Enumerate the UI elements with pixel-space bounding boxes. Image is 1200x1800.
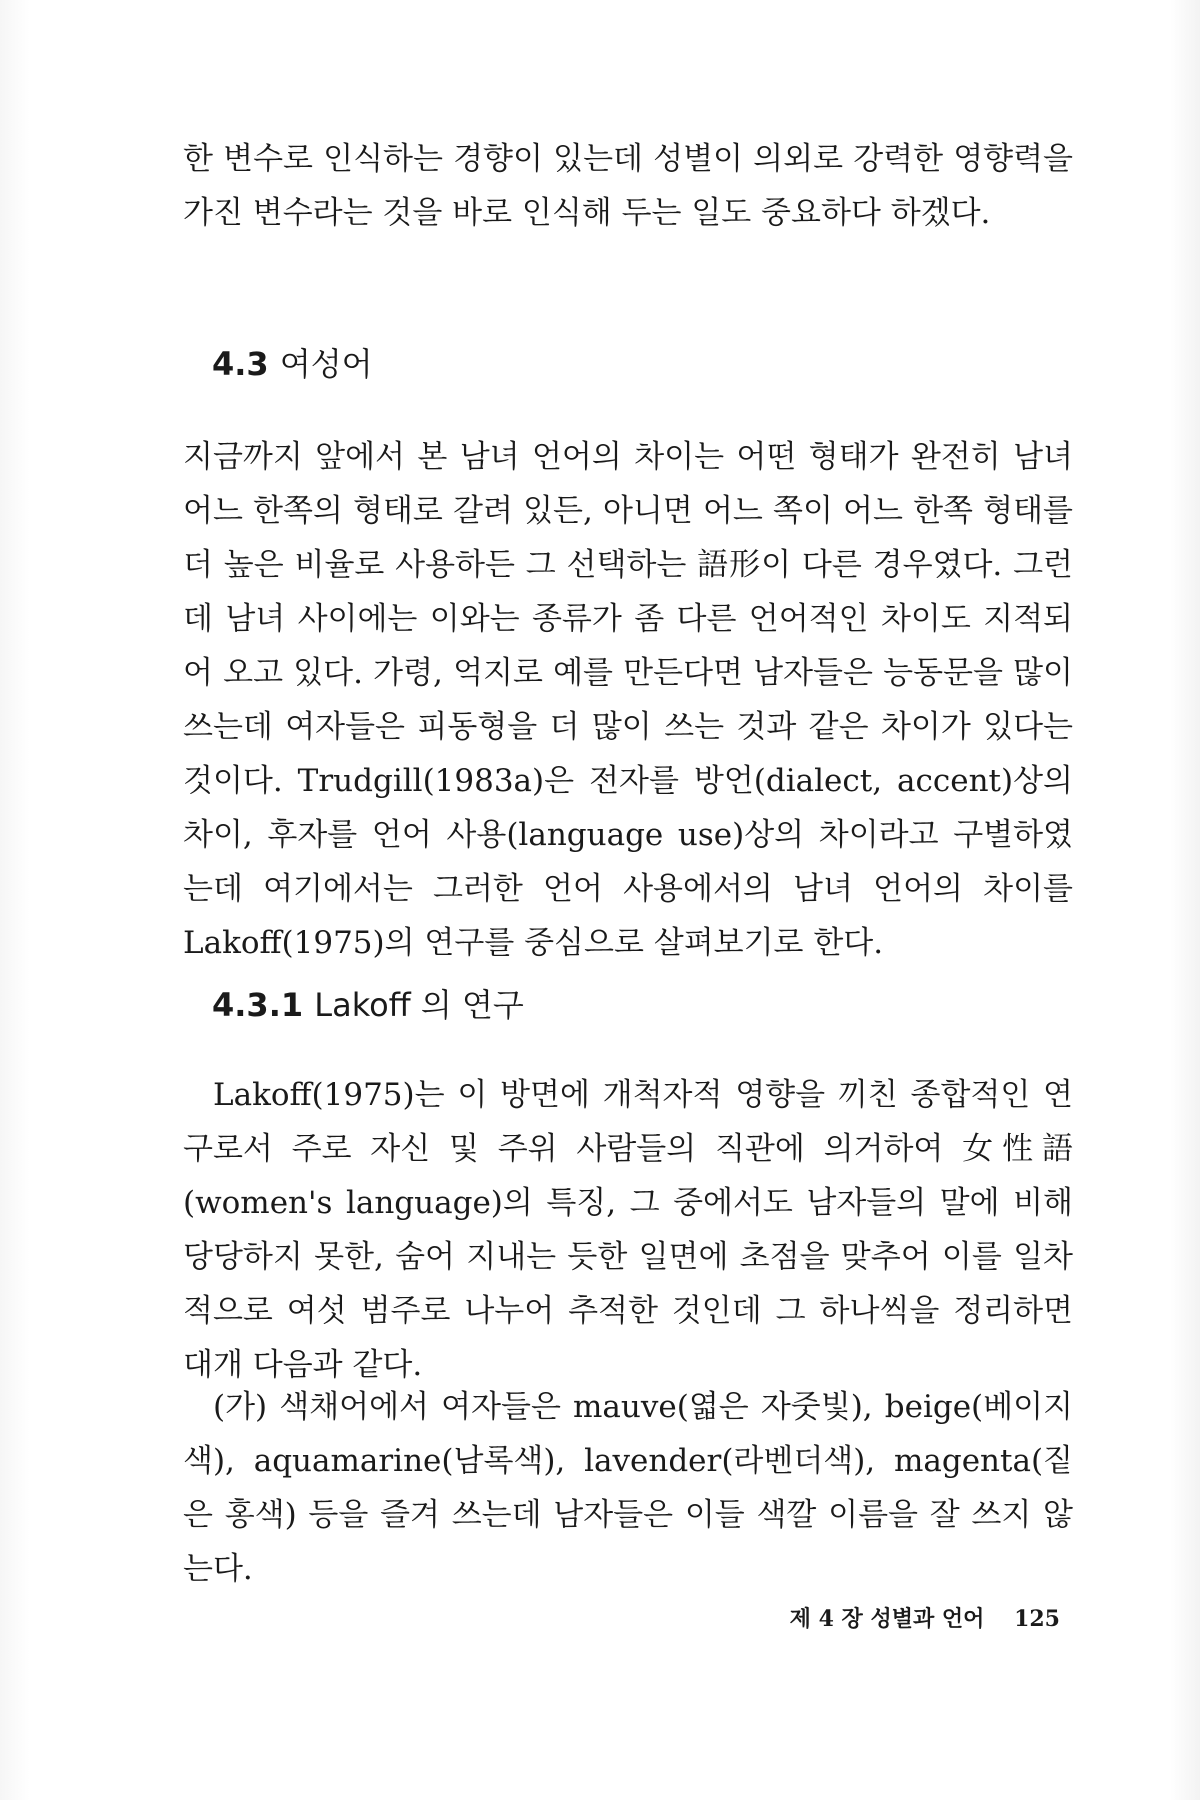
subsection-number: 4.3.1 xyxy=(212,986,304,1024)
subsection-heading xyxy=(212,985,524,1025)
section-heading xyxy=(212,344,373,384)
page-footer xyxy=(790,1602,1060,1633)
subsection-title: Lakoff 의 연구 xyxy=(314,986,524,1024)
section-title: 여성어 xyxy=(279,345,373,383)
paragraph-1: 지금까지 앞에서 본 남녀 언어의 차이는 어떤 형태가 완전히 남녀 어느 한쪽의 형태로 갈려 있든, 아니면 어느 쪽이 어느 한쪽 형태를 더 높은 비율로 사용하든 그 선택하는 語形이 다른 경우였다. 그런데 남녀 사이에는 이와는 종류가 좀 다른 언어적인 차이도 지적되어 오고 있다. 가령, 억지로 예를 만든다면 남자들은 능동문을 많이 쓰는데 여자들은 피동형을 더 많이 쓰는 것과 같은 차이가 있다는 것이다. Trudgill(1983a)은 전자를 방언(dialect, accent)상의 차이, 후자를 언어 사용(language use)상의 차이라고 구별하였는데 여기에서는 그러한 언어 사용에서의 남녀 언어의 차이를 Lakoff(1975)의 연구를 중심으로 살펴보기로 한다. xyxy=(183,439,1073,961)
chapter-title: 제 4 장 성별과 언어 xyxy=(789,1606,985,1632)
section-number: 4.3 xyxy=(212,345,269,383)
page-number: 125 xyxy=(1014,1606,1060,1632)
paragraph-2: Lakoff(1975)는 이 방면에 개척자적 영향을 끼친 종합적인 연구로서 주로 자신 및 주위 사람들의 직관에 의거하여 女性語(women's language)의 특징, 그 중에서도 남자들의 말에 비해 당당하지 못한, 숨어 지내는 듯한 일면에 초점을 맞추어 이를 일차적으로 여섯 범주로 나누어 추적한 것인데 그 하나씩을 정리하면 대개 다음과 같다. xyxy=(183,1077,1073,1383)
paragraph-intro: 한 변수로 인식하는 경향이 있는데 성별이 의외로 강력한 영향력을 가진 변수라는 것을 바로 인식해 두는 일도 중요하다 하겠다. xyxy=(183,141,1073,231)
paragraph-3: (가) 색채어에서 여자들은 mauve(엷은 자줏빛), beige(베이지색), aquamarine(남록색), lavender(라벤더색), magenta(짙은 홍색) 등을 즐겨 쓰는데 남자들은 이들 색깔 이름을 잘 쓰지 않는다. xyxy=(183,1389,1073,1587)
